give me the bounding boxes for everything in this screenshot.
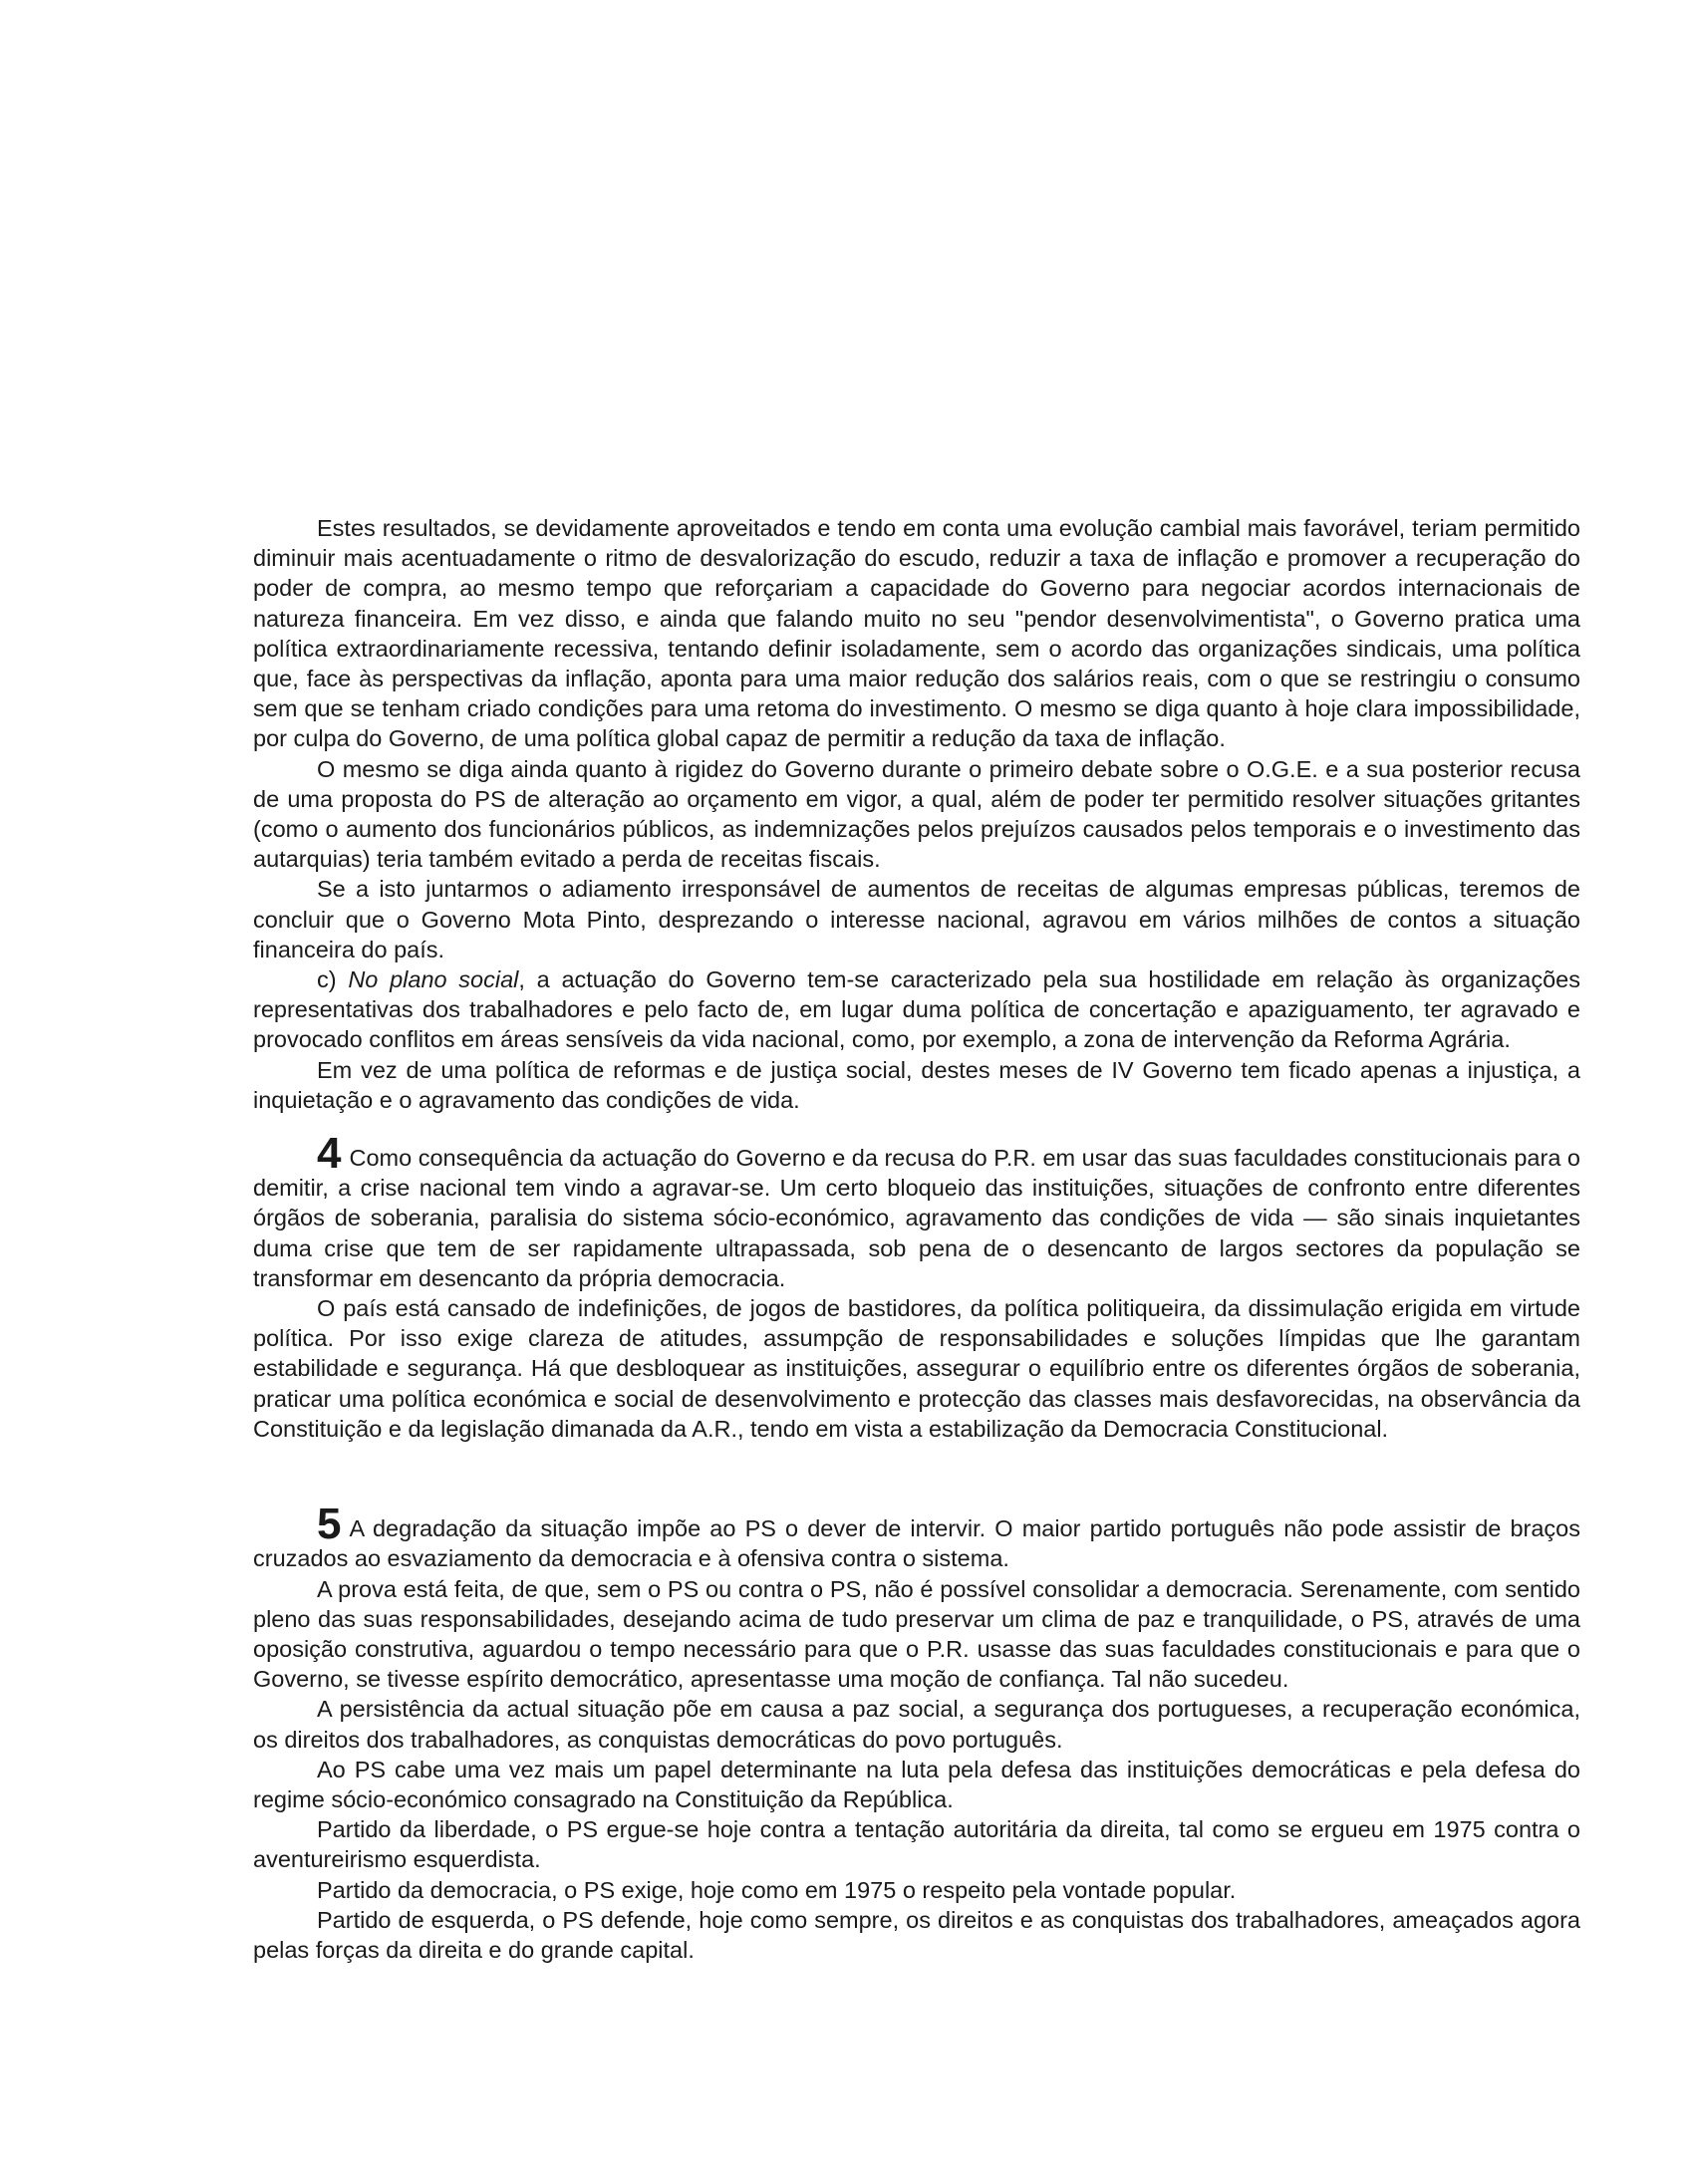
item-c-prefix: c) <box>317 966 349 993</box>
section-number: 5 <box>317 1500 342 1549</box>
section-spacer <box>253 1444 1580 1513</box>
section-5-lead <box>253 1500 1580 1573</box>
section-4-lead-text: Como consequência da actuação do Governo e da recusa do P.R. em usar das suas faculdades constitucionais para o demitir, a crise nacional tem vindo a agravar-se. Um certo bloqueio das instituições, situações de confronto entre diferentes órgãos de soberania, paralisia do sistema sócio-económico, agravamento das condições de vida — são sinais inquietantes duma crise que tem de ser rapidamente ultrapassada, sob pena de o desencanto de largos sectores da população se transformar em desencanto da própria democracia. <box>253 1145 1580 1291</box>
section-number: 4 <box>317 1129 342 1179</box>
item-c-label: No plano social <box>348 966 519 993</box>
paragraph-item-c <box>253 964 1580 1055</box>
paragraph: A prova está feita, de que, sem o PS ou contra o PS, não é possível consolidar a democracia. Serenamente, com sentido pleno das suas responsabilidades, desejando acima de tudo preservar um clima de paz e tranquilidade, o PS, através de uma oposição construtiva, aguardou o tempo necessário para que o P.R. usasse das suas faculdades constitucionais e para que o Governo, se tivesse espírito democrático, apresentasse uma moção de confiança. Tal não sucedeu. <box>253 1575 1580 1693</box>
item-c-text: , a actuação do Governo tem-se caracterizado pela sua hostilidade em relação às organizações representativas dos trabalhadores e pelo facto de, em lugar duma política de concertação e apaziguamento, ter agravado e provocado conflitos em áreas sensíveis da vida nacional, como, por exemplo, a zona de intervenção da Reforma Agrária. <box>253 966 1580 1053</box>
section-spacer <box>253 1115 1580 1143</box>
paragraph: Estes resultados, se devidamente aproveitados e tendo em conta uma evolução cambial mais favorável, teriam permitido diminuir mais acentuadamente o ritmo de desvalorização do escudo, reduzir a taxa de inflação e promover a recuperação do poder de compra, ao mesmo tempo que reforçariam a capacidade do Governo para negociar acordos internacionais de natureza financeira. Em vez disso, e ainda que falando muito no seu "pendor desenvolvimentista", o Governo pratica uma política extraordinariamente recessiva, tentando definir isoladamente, sem o acordo das organizações sindicais, uma política que, face às perspectivas da inflação, aponta para uma maior redução dos salários reais, com o que se restringiu o consumo sem que se tenham criado condições para uma retoma do investimento. O mesmo se diga quanto à hoje clara impossibilidade, por culpa do Governo, de uma política global capaz de permitir a redução da taxa de inflação. <box>253 515 1580 752</box>
paragraph: A persistência da actual situação põe em causa a paz social, a segurança dos portugueses, a recuperação económica, os direitos dos trabalhadores, as conquistas democráticas do povo português. <box>253 1696 1580 1753</box>
paragraph: Partido da democracia, o PS exige, hoje como em 1975 o respeito pela vontade popular. <box>317 1876 1237 1903</box>
paragraph: Partido de esquerda, o PS defende, hoje como sempre, os direitos e as conquistas dos trabalhadores, ameaçados agora pelas forças da direita e do grande capital. <box>253 1906 1580 1963</box>
paragraph: Partido da liberdade, o PS ergue-se hoje contra a tentação autoritária da direita, tal como se ergueu em 1975 contra o aventureirismo esquerdista. <box>253 1816 1580 1873</box>
section-4-lead <box>253 1129 1580 1293</box>
document-page <box>253 513 1580 1965</box>
paragraph: O país está cansado de indefinições, de jogos de bastidores, da política politiqueira, da dissimulação erigida em virtude política. Por isso exige clareza de atitudes, assumpção de responsabilidades e soluções límpidas que lhe garantam estabilidade e segurança. Há que desbloquear as instituições, assegurar o equilíbrio entre os diferentes órgãos de soberania, praticar uma política económica e social de desenvolvimento e protecção das classes mais desfavorecidas, na observância da Constituição e da legislação dimanada da A.R., tendo em vista a estabilização da Democracia Constitucional. <box>253 1295 1580 1442</box>
paragraph: Ao PS cabe uma vez mais um papel determinante na luta pela defesa das instituições democráticas e pela defesa do regime sócio-económico consagrado na Constituição da República. <box>253 1756 1580 1812</box>
paragraph: Em vez de uma política de reformas e de justiça social, destes meses de IV Governo tem ficado apenas a injustiça, a inquietação e o agravamento das condições de vida. <box>253 1056 1580 1113</box>
paragraph: O mesmo se diga ainda quanto à rigidez do Governo durante o primeiro debate sobre o O.G.E. e a sua posterior recusa de uma proposta do PS de alteração ao orçamento em vigor, a qual, além de poder ter permitido resolver situações gritantes (como o aumento dos funcionários públicos, as indemnizações pelos prejuízos causados pelos temporais e o investimento das autarquias) teria também evitado a perda de receitas fiscais. <box>253 755 1580 873</box>
paragraph: Se a isto juntarmos o adiamento irresponsável de aumentos de receitas de algumas empresas públicas, teremos de concluir que o Governo Mota Pinto, desprezando o interesse nacional, agravou em vários milhões de contos a situação financeira do país. <box>253 876 1580 962</box>
section-5-lead-text: A degradação da situação impõe ao PS o dever de intervir. O maior partido português não pode assistir de braços cruzados ao esvaziamento da democracia e à ofensiva contra o sistema. <box>253 1515 1580 1572</box>
